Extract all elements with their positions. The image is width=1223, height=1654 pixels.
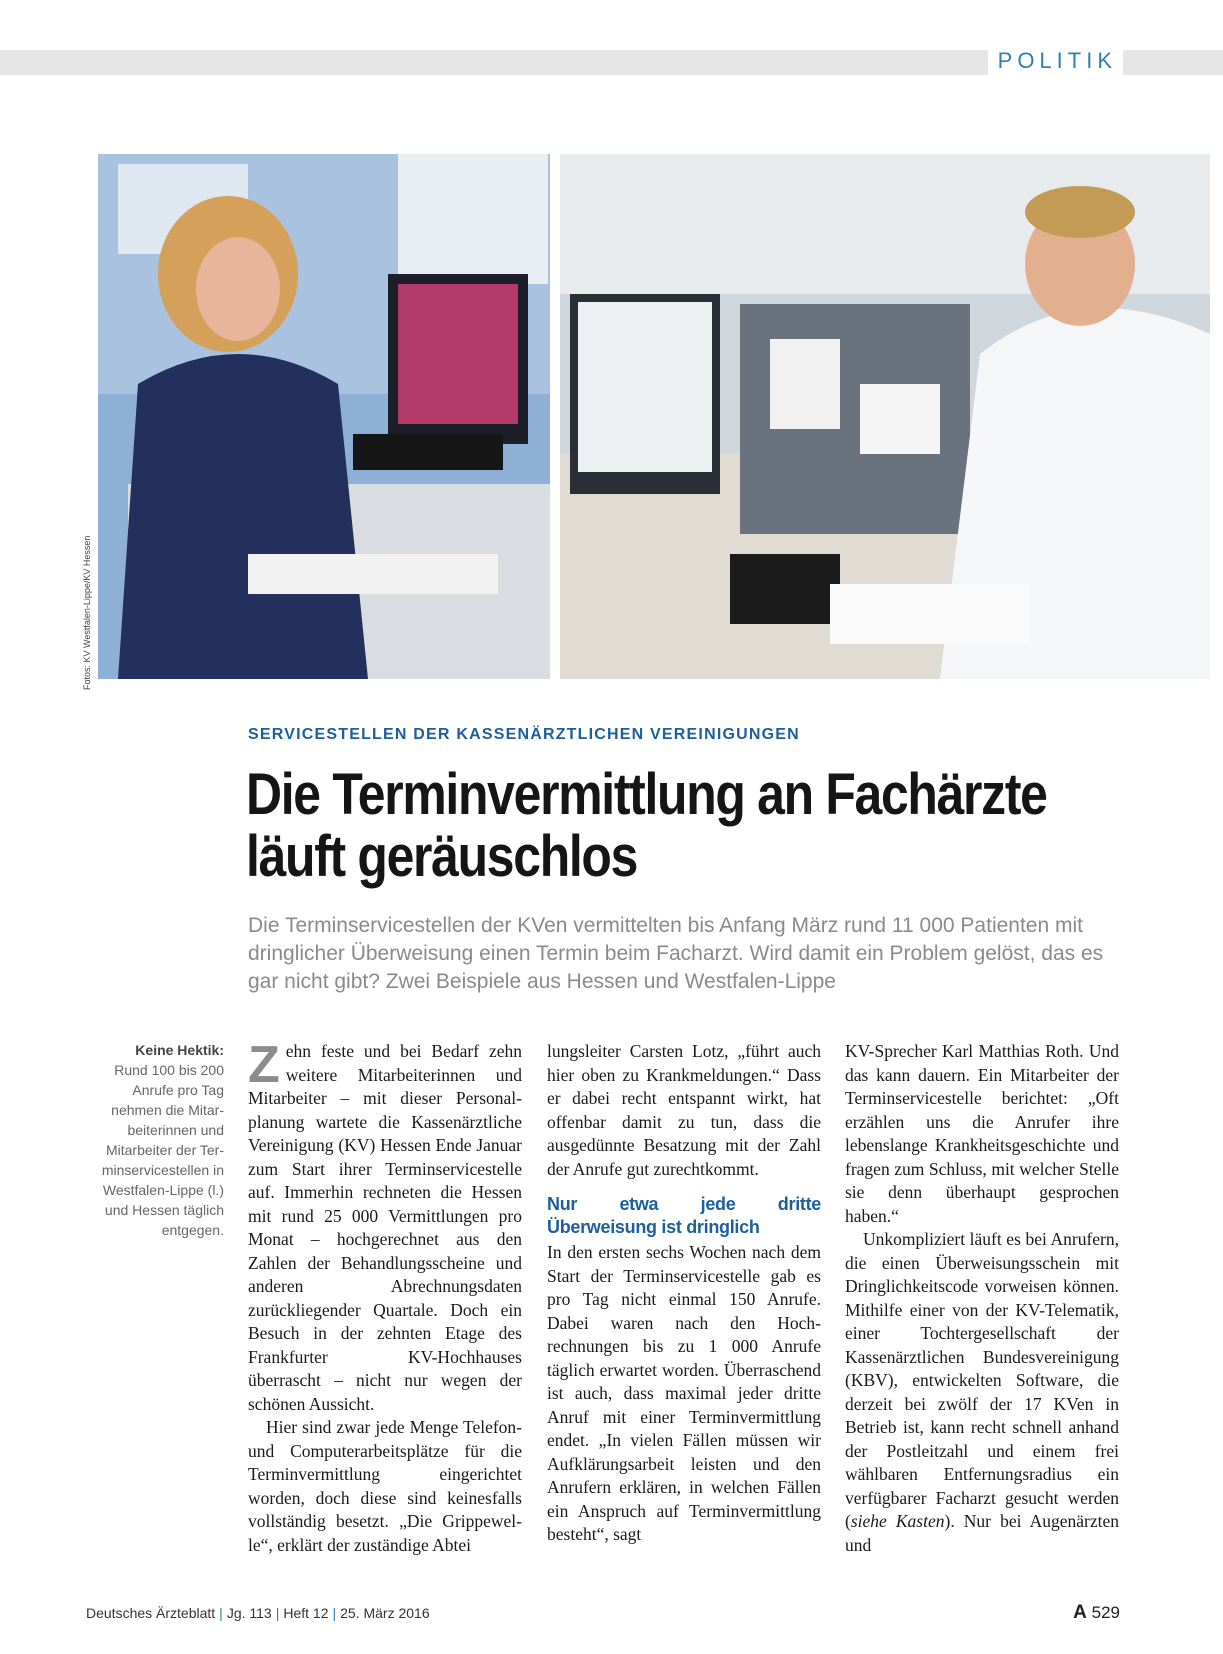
page-prefix: A [1073,1602,1087,1623]
photo-caption [90,1040,224,1240]
dropcap: Z [248,1036,280,1094]
article-headline [246,762,1047,889]
col3-end: ). Nur bei Augenärzten und [845,1511,1119,1555]
caption-text: Rund 100 bis 200 Anrufe pro Tag nehmen die Mitarbeiterinnen und Mitarbeiter der Terminservicestellen in Westfalen-Lippe (l.) und Hessen täglich entgegen. [101,1062,224,1238]
article-column-3 [845,1040,1119,1557]
col2-paragraph-1: lungsleiter Carsten Lotz, „führt auch hier oben zu Krankmeldungen.“ Dass er dabei recht entspannt wirkt, hat offenbar damit zu tun, dass die ausgedünnte Besatzung mit der Zahl der Anrufe gut zurechtkommt. [547,1041,821,1179]
article-column-1 [248,1036,522,1557]
col2-paragraph-2: In den ersten sechs Wochen nach dem Start der Terminservicestelle gab es pro Tag nicht einmal 150 Anrufe. Dabei waren nach den Hochrechnungen bis zu 1 000 Anrufe täglich erwartet worden. Überraschend ist auch, dass maximal jeder dritte Anruf mit einer Terminvermittlung endet. „In vielen Fällen müssen wir Aufklärungsarbeit leisten und den Anrufern erklären, in welchen Fällen ein Anspruch auf Terminvermittlung besteht“, sagt [547,1242,821,1544]
col1-paragraph-2: Hier sind zwar jede Menge Telefon- und Computerarbeitsplätze für die Terminvermittlung eingerichtet worden, doch diese sind keinesfalls vollständig besetzt. „Die Grippewelle“, erklärt der zuständige Abtei [248,1417,522,1555]
footer-volume: Jg. 113 [226,1605,272,1621]
photo-right [560,154,1210,679]
footer-date: 25. März 2016 [340,1605,430,1621]
page-number [1073,1602,1120,1624]
article-kicker: SERVICESTELLEN DER KASSENÄRZTLICHEN VEREINIGUNGEN [248,726,800,743]
section-label: POLITIK [988,47,1123,75]
photo-credit: Fotos: KV Westfalen-Lippe/KV Hessen [82,535,92,690]
col3-paragraph-2 [845,1228,1119,1557]
footer-issue: Heft 12 [283,1605,329,1621]
photo-right-image [560,154,1210,679]
page-number-value: 529 [1091,1603,1120,1622]
caption-title: Keine Hektik: [135,1042,224,1058]
footer-journal: Deutsches Ärzteblatt [86,1605,216,1621]
headline-line-2: läuft geräuschlos [246,824,638,889]
article-deck: Die Terminservicestellen der KVen vermittelten bis Anfang März rund 11 000 Patienten mit dringlicher Überweisung einen Termin beim Facharzt. Wird damit ein Problem gelöst, das es gar nicht gibt? Zwei Beispiele aus Hessen und Westfalen-Lippe [248,914,1104,993]
photo-left [98,154,550,679]
col3-text: Unkompliziert läuft es bei Anrufern, die einen Überweisungsschein mit Dringlichkeitscode vorweisen können. Mithilfe einer von der KV-Telematik, einer Tochtergesellschaft der Kassenärztlichen Bundesvereinigung (KBV), entwickelten Software, die derzeit bei zwölf der 17 KVen in Betrieb ist, kann recht schnell anhand der Postleitzahl und einem frei wählbaren Entfernungsradius ein verfügbarer Facharzt gesucht werden ( [845,1229,1119,1531]
col3-reference: siehe Kasten [850,1511,945,1531]
footer: Deutsches Ärzteblatt | Jg. 113 | Heft 12 | 25. März 2016 [86,1605,430,1621]
photo-left-image [98,154,550,679]
article-subhead: Nur etwa jede dritte Überweisung ist dringlich [547,1194,821,1237]
col3-paragraph-1: KV-Sprecher Karl Matthias Roth. Und das kann dauern. Ein Mitarbeiter der Terminservicestelle berichtet: „Oft erzählen uns die Anrufer ihre lebenslange Krankheitsgeschichte und fragen zum Schluss, mit welcher Stelle sie denn überhaupt gesprochen haben.“ [845,1041,1119,1226]
headline-line-1: Die Terminvermittlung an Fachärzte [246,762,1047,827]
col1-paragraph-1: ehn feste und bei Bedarf zehn weitere Mitarbeiterinnen und Mitarbeiter – mit dieser Personalplanung wartete die Kassenärztliche Vereinigung (KV) Hessen Ende Januar zum Start ihrer Terminservicestelle auf. Immerhin rechneten die Hessen mit rund 25 000 Vermittlungen pro Monat – hochgerechnet aus den Zahlen der Behandlungsscheine und anderen Abrechnungsdaten zurückliegender Quartale. Doch ein Besuch in der zehnten Etage des Frankfurter KV-Hochhauses überrascht – nicht nur wegen der schönen Aussicht. [248,1041,522,1414]
article-column-2 [547,1040,821,1547]
